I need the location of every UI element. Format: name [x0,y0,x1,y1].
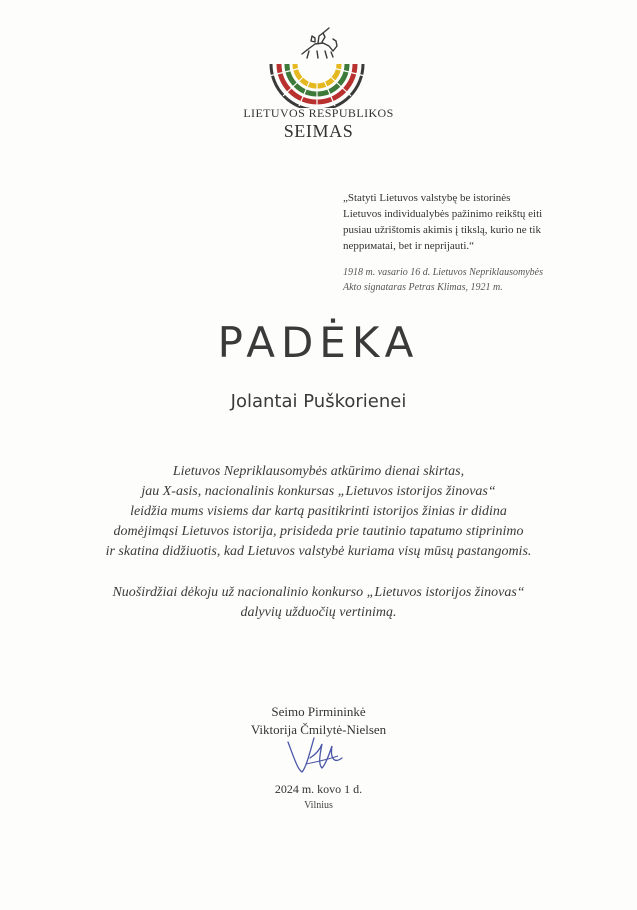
document-date: 2024 m. kovo 1 d. [274,782,363,796]
document-place: Vilnius [304,800,333,811]
recipient-name: Jolantai Puškorienei [230,391,407,412]
signatory-name: Viktorija Čmilytė-Nielsen [250,722,387,737]
quote-source-line: Akto signataras Petras Klimas, 1921 m. [343,282,503,293]
signatory-role: Seimo Pirmininkė [271,704,366,719]
quote-source [343,265,583,295]
body-line: leidžia mums visiems dar kartą pasitikrinti istorijos žinias ir didina [130,504,507,519]
body-line: dalyvių užduočių vertinimą. [240,605,397,620]
organization-name-line1: LIETUVOS RESPUBLIKOS [243,106,394,120]
handwritten-signature-icon [280,728,350,780]
quote-source-line: 1918 m. vasario 16 d. Lietuvos Nepriklausomybės [343,267,543,278]
quote-line: nepримatai, bet ir neprijauti.“ [343,240,475,252]
body-line: ir skatina didžiuotis, kad Lietuvos valstybė kuriama visų mūsų pastangomis. [105,544,532,559]
body-line: Lietuvos Nepriklausomybės atkūrimo dienai skirtas, [172,464,465,479]
body-paragraph-1 [60,462,577,562]
body-line: jau X-asis, nacionalinis konkursas „Lietuvos istorijos žinovas“ [141,484,496,499]
quote-line: pusiau užrištomis akimis į tikslą, kurio ne tik [343,224,541,236]
organization-name-line2: SEIMAS [283,121,354,141]
quote-line: Lietuvos individualybės pažinimo reikštų eiti [343,208,543,220]
body-paragraph-2 [60,583,577,623]
seimas-emblem-icon [263,24,371,108]
body-line: domėjimąsi Lietuvos istorija, prisideda prie tautinio tapatumo stiprinimo [113,524,524,539]
quote-line: „Statyti Lietuvos valstybę be istorinės [343,192,511,204]
document-title: PADĖKA [217,318,420,367]
body-line: Nuoširdžiai dėkoju už nacionalinio konkurso „Lietuvos istorijos žinovas“ [112,585,525,600]
epigraph-quote [343,190,583,254]
